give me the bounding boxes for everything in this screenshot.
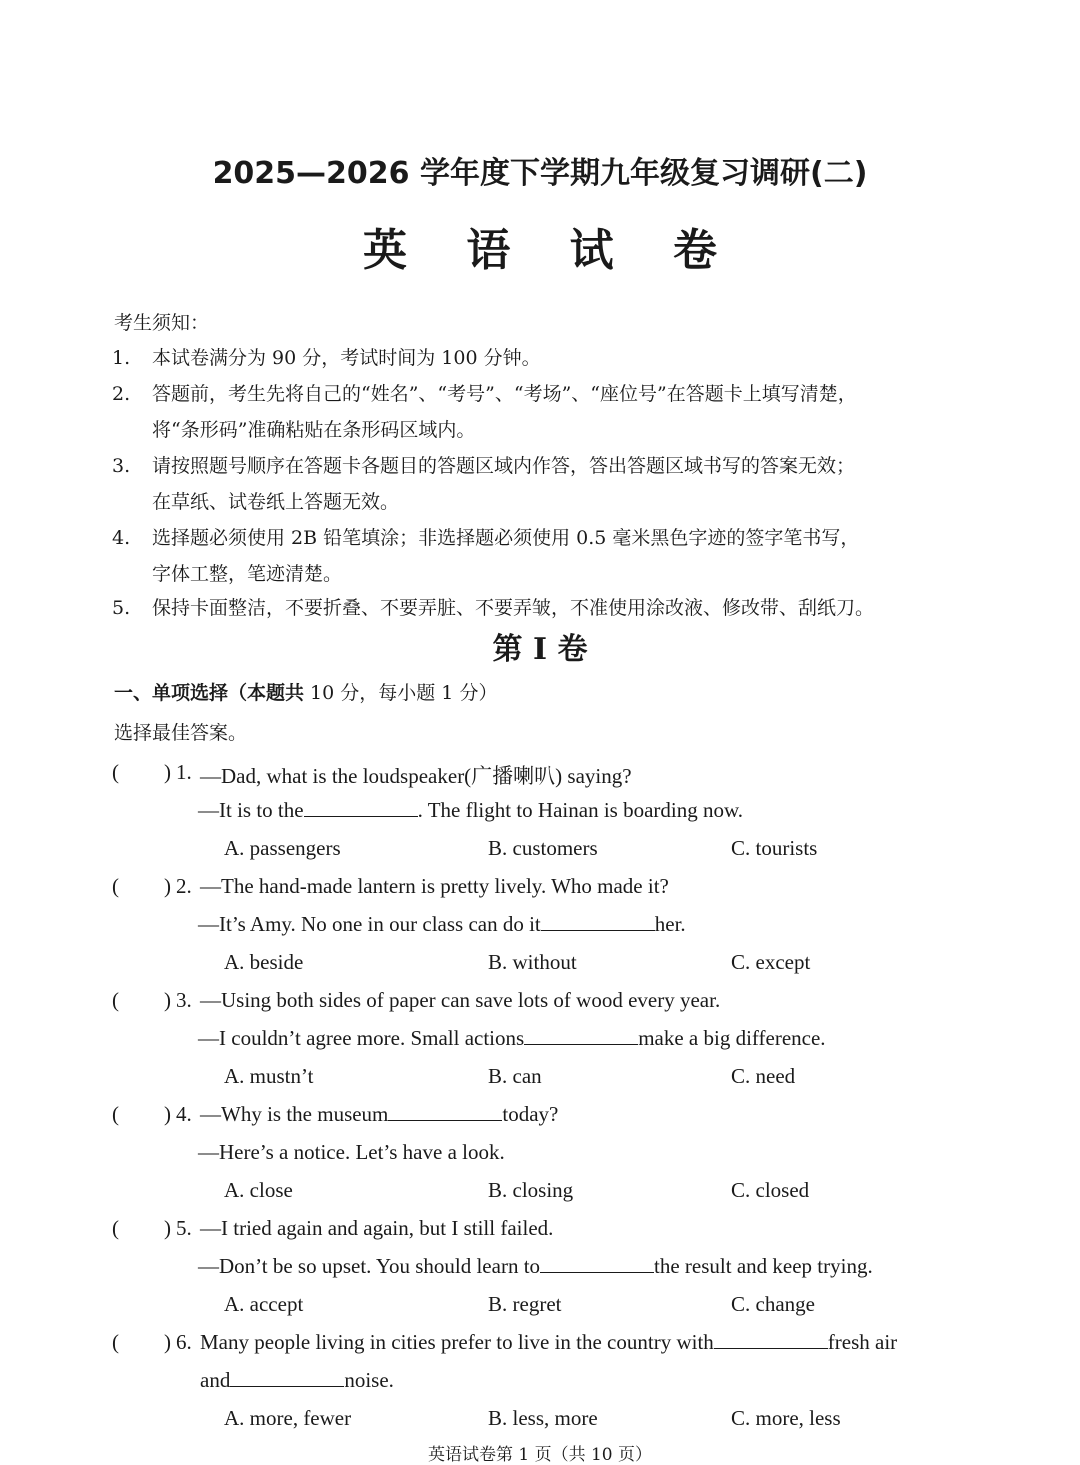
option-b: B. without	[488, 950, 577, 974]
option-c: C. except	[731, 950, 811, 974]
notice-item-number: 2.	[112, 383, 131, 405]
notice-item-number: 3.	[112, 455, 131, 477]
notice-item-number: 1.	[112, 347, 131, 369]
option-c: C. more, less	[731, 1406, 841, 1430]
answer-paren-right: )	[164, 874, 171, 898]
notice-item-text: 请按照题号顺序在答题卡各题目的答题区域内作答，答出答题区域书写的答案无效；	[152, 455, 856, 477]
notice-item-number: 5.	[112, 597, 131, 619]
option-b: B. closing	[488, 1178, 574, 1202]
question-text: —Why is the museum today?	[200, 1102, 559, 1126]
option-a: A. beside	[224, 950, 304, 974]
option-c: C. change	[731, 1292, 815, 1316]
question-text: —Dad, what is the loudspeaker(广播喇叭) saying?	[200, 764, 632, 788]
notice-item-text: 将“条形码”准确粘贴在条形码区域内。	[152, 419, 476, 441]
question-text: —I tried again and again, but I still failed.	[200, 1216, 554, 1240]
question-text: —The hand-made lantern is pretty lively. Who made it?	[200, 874, 669, 898]
part-heading-label: 一、单项选择（本题共	[114, 682, 305, 704]
answer-paren-right: )	[164, 1216, 171, 1240]
option-a: A. more, fewer	[224, 1406, 352, 1430]
fill-in-blank	[714, 1330, 828, 1349]
part-instruction: 选择最佳答案。	[114, 722, 248, 744]
answer-paren-left: (	[112, 760, 119, 784]
option-b: B. customers	[488, 836, 598, 860]
question-text: Many people living in cities prefer to live in the country with fresh air	[200, 1330, 898, 1354]
part-heading	[114, 678, 497, 705]
notice-item-text: 在草纸、试卷纸上答题无效。	[152, 491, 400, 513]
part-heading-score: 10 分，每小题 1 分）	[304, 682, 498, 704]
page-footer: 英语试卷第 1 页（共 10 页）	[427, 1445, 653, 1465]
fill-in-blank	[524, 1026, 638, 1045]
answer-line: —Here’s a notice. Let’s have a look.	[198, 1140, 505, 1164]
exam-subject-title: 英 语 试 卷	[363, 225, 739, 276]
answer-line: and noise.	[200, 1368, 394, 1392]
option-c: C. tourists	[731, 836, 818, 860]
notice-item-text: 答题前，考生先将自己的“姓名”、“考号”、“考场”、“座位号”在答题卡上填写清楚，	[152, 383, 857, 405]
answer-paren-left: (	[112, 874, 119, 898]
notice-item-text: 保持卡面整洁，不要折叠、不要弄脏、不要弄皱，不准使用涂改液、修改带、刮纸刀。	[152, 597, 875, 619]
answer-line: —Don’t be so upset. You should learn to the result and keep trying.	[198, 1254, 873, 1278]
question-number: 4.	[176, 1102, 192, 1126]
answer-paren-left: (	[112, 1102, 119, 1126]
answer-paren-left: (	[112, 1330, 119, 1354]
exam-title: 2025—2026 学年度下学期九年级复习调研(二)	[212, 156, 868, 191]
question-number: 1.	[176, 760, 192, 784]
option-a: A. close	[224, 1178, 293, 1202]
question-number: 5.	[176, 1216, 192, 1240]
answer-paren-right: )	[164, 760, 171, 784]
question-number: 3.	[176, 988, 192, 1012]
fill-in-blank	[230, 1368, 344, 1387]
answer-line: —I couldn’t agree more. Small actions make a big difference.	[198, 1026, 826, 1050]
option-c: C. need	[731, 1064, 796, 1088]
option-b: B. less, more	[488, 1406, 598, 1430]
answer-paren-right: )	[164, 988, 171, 1012]
question-number: 2.	[176, 874, 192, 898]
answer-paren-left: (	[112, 1216, 119, 1240]
notice-item-text: 本试卷满分为 90 分，考试时间为 100 分钟。	[152, 347, 541, 369]
fill-in-blank	[304, 798, 418, 817]
fill-in-blank	[388, 1102, 502, 1121]
answer-paren-right: )	[164, 1102, 171, 1126]
option-a: A. passengers	[224, 836, 341, 860]
notice-item-number: 4.	[112, 527, 131, 549]
fill-in-blank	[541, 912, 655, 931]
answer-paren-right: )	[164, 1330, 171, 1354]
option-b: B. regret	[488, 1292, 562, 1316]
fill-in-blank	[540, 1254, 654, 1273]
option-c: C. closed	[731, 1178, 810, 1202]
notice-heading: 考生须知：	[114, 312, 210, 334]
question-text: —Using both sides of paper can save lots of wood every year.	[200, 988, 721, 1012]
option-a: A. accept	[224, 1292, 304, 1316]
option-a: A. mustn’t	[224, 1064, 314, 1088]
section-title: 第 I 卷	[492, 632, 588, 667]
notice-item-text: 选择题必须使用 2B 铅笔填涂；非选择题必须使用 0.5 毫米黑色字迹的签字笔书写，	[152, 527, 860, 549]
answer-line: —It is to the . The flight to Hainan is boarding now.	[198, 798, 744, 822]
answer-line: —It’s Amy. No one in our class can do it her.	[198, 912, 686, 936]
answer-paren-left: (	[112, 988, 119, 1012]
option-b: B. can	[488, 1064, 542, 1088]
question-number: 6.	[176, 1330, 192, 1354]
notice-item-text: 字体工整，笔迹清楚。	[152, 563, 343, 585]
